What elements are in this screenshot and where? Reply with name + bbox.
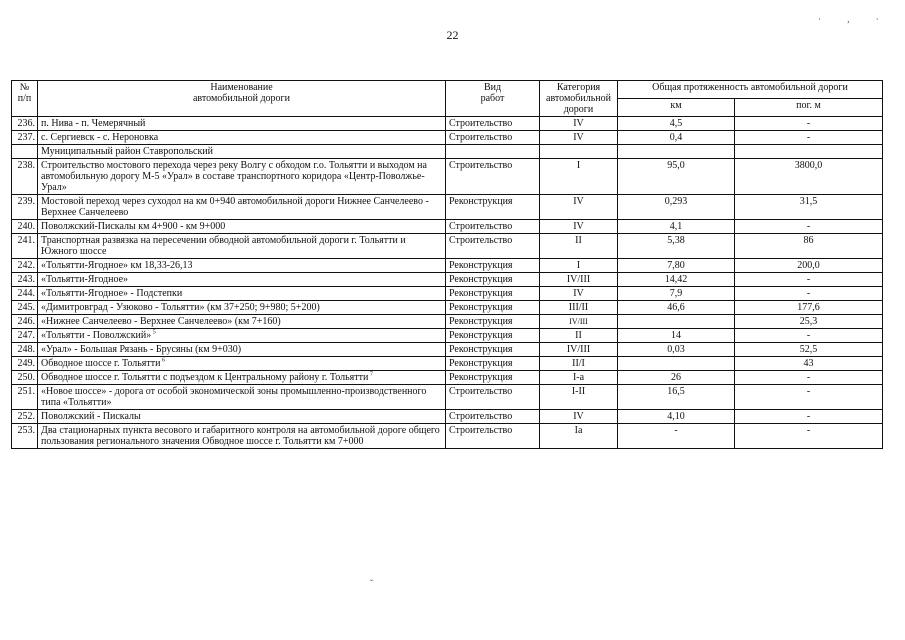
row-number: 236. <box>12 117 38 131</box>
road-category: II <box>540 329 618 343</box>
row-number: 242. <box>12 259 38 273</box>
road-name-text: Поволжский - Пискалы <box>41 411 141 422</box>
road-name <box>38 301 446 315</box>
roads-table <box>11 80 883 449</box>
length-m: 177,6 <box>735 301 883 315</box>
table-row <box>12 259 883 273</box>
length-km: 14 <box>618 329 735 343</box>
length-km <box>618 357 735 371</box>
table-body <box>12 117 883 449</box>
row-number: 239. <box>12 195 38 220</box>
table-row <box>12 301 883 315</box>
length-km: 46,6 <box>618 301 735 315</box>
road-category: IV <box>540 131 618 145</box>
road-name-text: Поволжский-Пискалы км 4+900 - км 9+000 <box>41 221 226 232</box>
work-type: Строительство <box>446 159 540 195</box>
footnote-mark: 5 <box>151 329 156 336</box>
empty-cell <box>618 145 735 159</box>
work-type: Реконструкция <box>446 195 540 220</box>
road-name-text: «Тольятти-Ягодное» - Подстепки <box>41 288 183 299</box>
length-km: 4,1 <box>618 220 735 234</box>
work-type: Строительство <box>446 234 540 259</box>
length-m: - <box>735 220 883 234</box>
length-km: 7,9 <box>618 287 735 301</box>
road-name-text: «Тольятти-Ягодное» км 18,33-26,13 <box>41 260 193 271</box>
row-number: 241. <box>12 234 38 259</box>
length-m: 52,5 <box>735 343 883 357</box>
length-m: 86 <box>735 234 883 259</box>
road-name <box>38 410 446 424</box>
road-category: II/I <box>540 357 618 371</box>
road-category: I <box>540 259 618 273</box>
table-row <box>12 131 883 145</box>
road-category: IV/III <box>540 273 618 287</box>
road-name <box>38 424 446 449</box>
road-name <box>38 131 446 145</box>
row-number: 249. <box>12 357 38 371</box>
table-row <box>12 159 883 195</box>
row-number: 240. <box>12 220 38 234</box>
road-name-text: с. Сергиевск - с. Нероновка <box>41 132 159 143</box>
work-type: Строительство <box>446 385 540 410</box>
row-number: 237. <box>12 131 38 145</box>
row-number: 251. <box>12 385 38 410</box>
header-km: км <box>618 99 735 117</box>
footnote-mark: 7 <box>368 371 373 378</box>
length-km: - <box>618 424 735 449</box>
length-km: 0,4 <box>618 131 735 145</box>
header-m: пог. м <box>735 99 883 117</box>
road-name-text: Мостовой переход через суходол на км 0+940 автомобильной дороги Нижнее Санчелеево - Верхнее Санчелеево <box>41 196 429 218</box>
length-km: 0,03 <box>618 343 735 357</box>
row-number: 246. <box>12 315 38 329</box>
road-name <box>38 385 446 410</box>
header-work: Вид работ <box>446 81 540 117</box>
table-row <box>12 357 883 371</box>
row-number: 243. <box>12 273 38 287</box>
header-length: Общая протяженность автомобильной дороги <box>618 81 883 99</box>
work-type: Строительство <box>446 117 540 131</box>
table-row <box>12 424 883 449</box>
work-type: Реконструкция <box>446 273 540 287</box>
table-header <box>12 81 883 117</box>
section-number-cell <box>12 145 38 159</box>
road-name-text: Строительство мостового перехода через реку Волгу с обходом г.о. Тольятти и выходом на автомобильную дорогу М-5 «Урал» в составе транспортного коридора «Центр-Поволжье-Урал» <box>41 160 427 193</box>
table-row <box>12 195 883 220</box>
table-row <box>12 315 883 329</box>
length-m: - <box>735 329 883 343</box>
table-row <box>12 220 883 234</box>
road-name <box>38 220 446 234</box>
road-category: IV <box>540 410 618 424</box>
work-type: Строительство <box>446 131 540 145</box>
road-category: I-а <box>540 371 618 385</box>
row-number: 253. <box>12 424 38 449</box>
row-number: 247. <box>12 329 38 343</box>
work-type: Реконструкция <box>446 371 540 385</box>
road-name-text: «Урал» - Большая Рязань - Брусяны (км 9+030) <box>41 344 242 355</box>
scan-specks: · , · <box>818 14 891 24</box>
length-km: 4,10 <box>618 410 735 424</box>
row-number: 244. <box>12 287 38 301</box>
row-number: 248. <box>12 343 38 357</box>
row-number: 250. <box>12 371 38 385</box>
table-row <box>12 385 883 410</box>
empty-cell <box>735 145 883 159</box>
section-title: Муниципальный район Ставропольский <box>38 145 446 159</box>
road-name-text: «Новое шоссе» - дорога от особой экономической зоны промышленно-производственного типа «Тольятти» <box>41 386 427 408</box>
length-km: 7,80 <box>618 259 735 273</box>
length-m: 200,0 <box>735 259 883 273</box>
road-category: IV <box>540 117 618 131</box>
road-name <box>38 315 446 329</box>
work-type: Строительство <box>446 410 540 424</box>
road-category: I <box>540 159 618 195</box>
table-row <box>12 371 883 385</box>
road-name <box>38 117 446 131</box>
road-category: IV <box>540 195 618 220</box>
length-m: - <box>735 424 883 449</box>
road-name <box>38 287 446 301</box>
road-name-text: п. Нива - п. Чемерячный <box>41 118 146 129</box>
length-km: 95,0 <box>618 159 735 195</box>
length-km: 5,38 <box>618 234 735 259</box>
page-number: 22 <box>446 28 459 42</box>
work-type: Реконструкция <box>446 315 540 329</box>
empty-cell <box>540 145 618 159</box>
road-category: IV/III <box>540 343 618 357</box>
length-m: - <box>735 131 883 145</box>
footnote-mark: 6 <box>160 357 166 364</box>
table-row <box>12 273 883 287</box>
header-num: № п/п <box>12 81 38 117</box>
road-category: IV/III <box>540 315 618 329</box>
length-m: - <box>735 287 883 301</box>
length-km: 4,5 <box>618 117 735 131</box>
road-category: I-II <box>540 385 618 410</box>
road-name-text: «Тольятти - Поволжский» <box>41 330 152 341</box>
road-category: IV <box>540 287 618 301</box>
road-name <box>38 329 446 343</box>
length-m: 31,5 <box>735 195 883 220</box>
row-number: 245. <box>12 301 38 315</box>
work-type: Реконструкция <box>446 357 540 371</box>
road-category: III/II <box>540 301 618 315</box>
table-row <box>12 117 883 131</box>
length-m: 25,3 <box>735 315 883 329</box>
table-row <box>12 234 883 259</box>
length-km: 16,5 <box>618 385 735 410</box>
section-row <box>12 145 883 159</box>
road-category: II <box>540 234 618 259</box>
length-km <box>618 315 735 329</box>
length-m: 3800,0 <box>735 159 883 195</box>
work-type: Реконструкция <box>446 259 540 273</box>
work-type: Реконструкция <box>446 287 540 301</box>
road-name <box>38 357 446 371</box>
road-name <box>38 259 446 273</box>
length-m: - <box>735 371 883 385</box>
header-name: Наименование автомобильной дороги <box>38 81 446 117</box>
row-number: 238. <box>12 159 38 195</box>
length-m: - <box>735 117 883 131</box>
length-km: 0,293 <box>618 195 735 220</box>
length-km: 26 <box>618 371 735 385</box>
road-name-text: Два стационарных пункта весового и габаритного контроля на автомобильной дороге общего пользования регионального значения Обводное шоссе г. Тольятти км 7+000 <box>41 425 440 447</box>
road-category: Iа <box>540 424 618 449</box>
table-row <box>12 329 883 343</box>
work-type: Строительство <box>446 220 540 234</box>
road-name <box>38 371 446 385</box>
length-m: - <box>735 273 883 287</box>
table-row <box>12 343 883 357</box>
length-m: 43 <box>735 357 883 371</box>
road-name-text: Обводное шоссе г. Тольятти с подъездом к Центральному району г. Тольятти <box>41 372 369 383</box>
scan-speck: ˇ <box>370 578 373 588</box>
road-name-text: Обводное шоссе г. Тольятти <box>41 358 161 369</box>
road-name-text: «Димитровград - Узюково - Тольятти» (км 37+250; 9+980; 5+200) <box>41 302 320 313</box>
road-name <box>38 234 446 259</box>
work-type: Строительство <box>446 424 540 449</box>
table-row <box>12 287 883 301</box>
row-number: 252. <box>12 410 38 424</box>
road-name <box>38 273 446 287</box>
length-m: - <box>735 410 883 424</box>
empty-cell <box>446 145 540 159</box>
road-name <box>38 195 446 220</box>
work-type: Реконструкция <box>446 301 540 315</box>
road-name-text: «Тольятти-Ягодное» <box>41 274 129 285</box>
work-type: Реконструкция <box>446 329 540 343</box>
road-category: IV <box>540 220 618 234</box>
length-km: 14,42 <box>618 273 735 287</box>
road-name-text: Транспортная развязка на пересечении обводной автомобильной дороги г. Тольятти и Южного шоссе <box>41 235 406 257</box>
length-m: - <box>735 385 883 410</box>
header-category: Категория автомобильной дороги <box>540 81 618 117</box>
work-type: Реконструкция <box>446 343 540 357</box>
road-name <box>38 159 446 195</box>
road-name-text: «Нижнее Санчелеево - Верхнее Санчелеево» (км 7+160) <box>41 316 281 327</box>
table-row <box>12 410 883 424</box>
road-name <box>38 343 446 357</box>
